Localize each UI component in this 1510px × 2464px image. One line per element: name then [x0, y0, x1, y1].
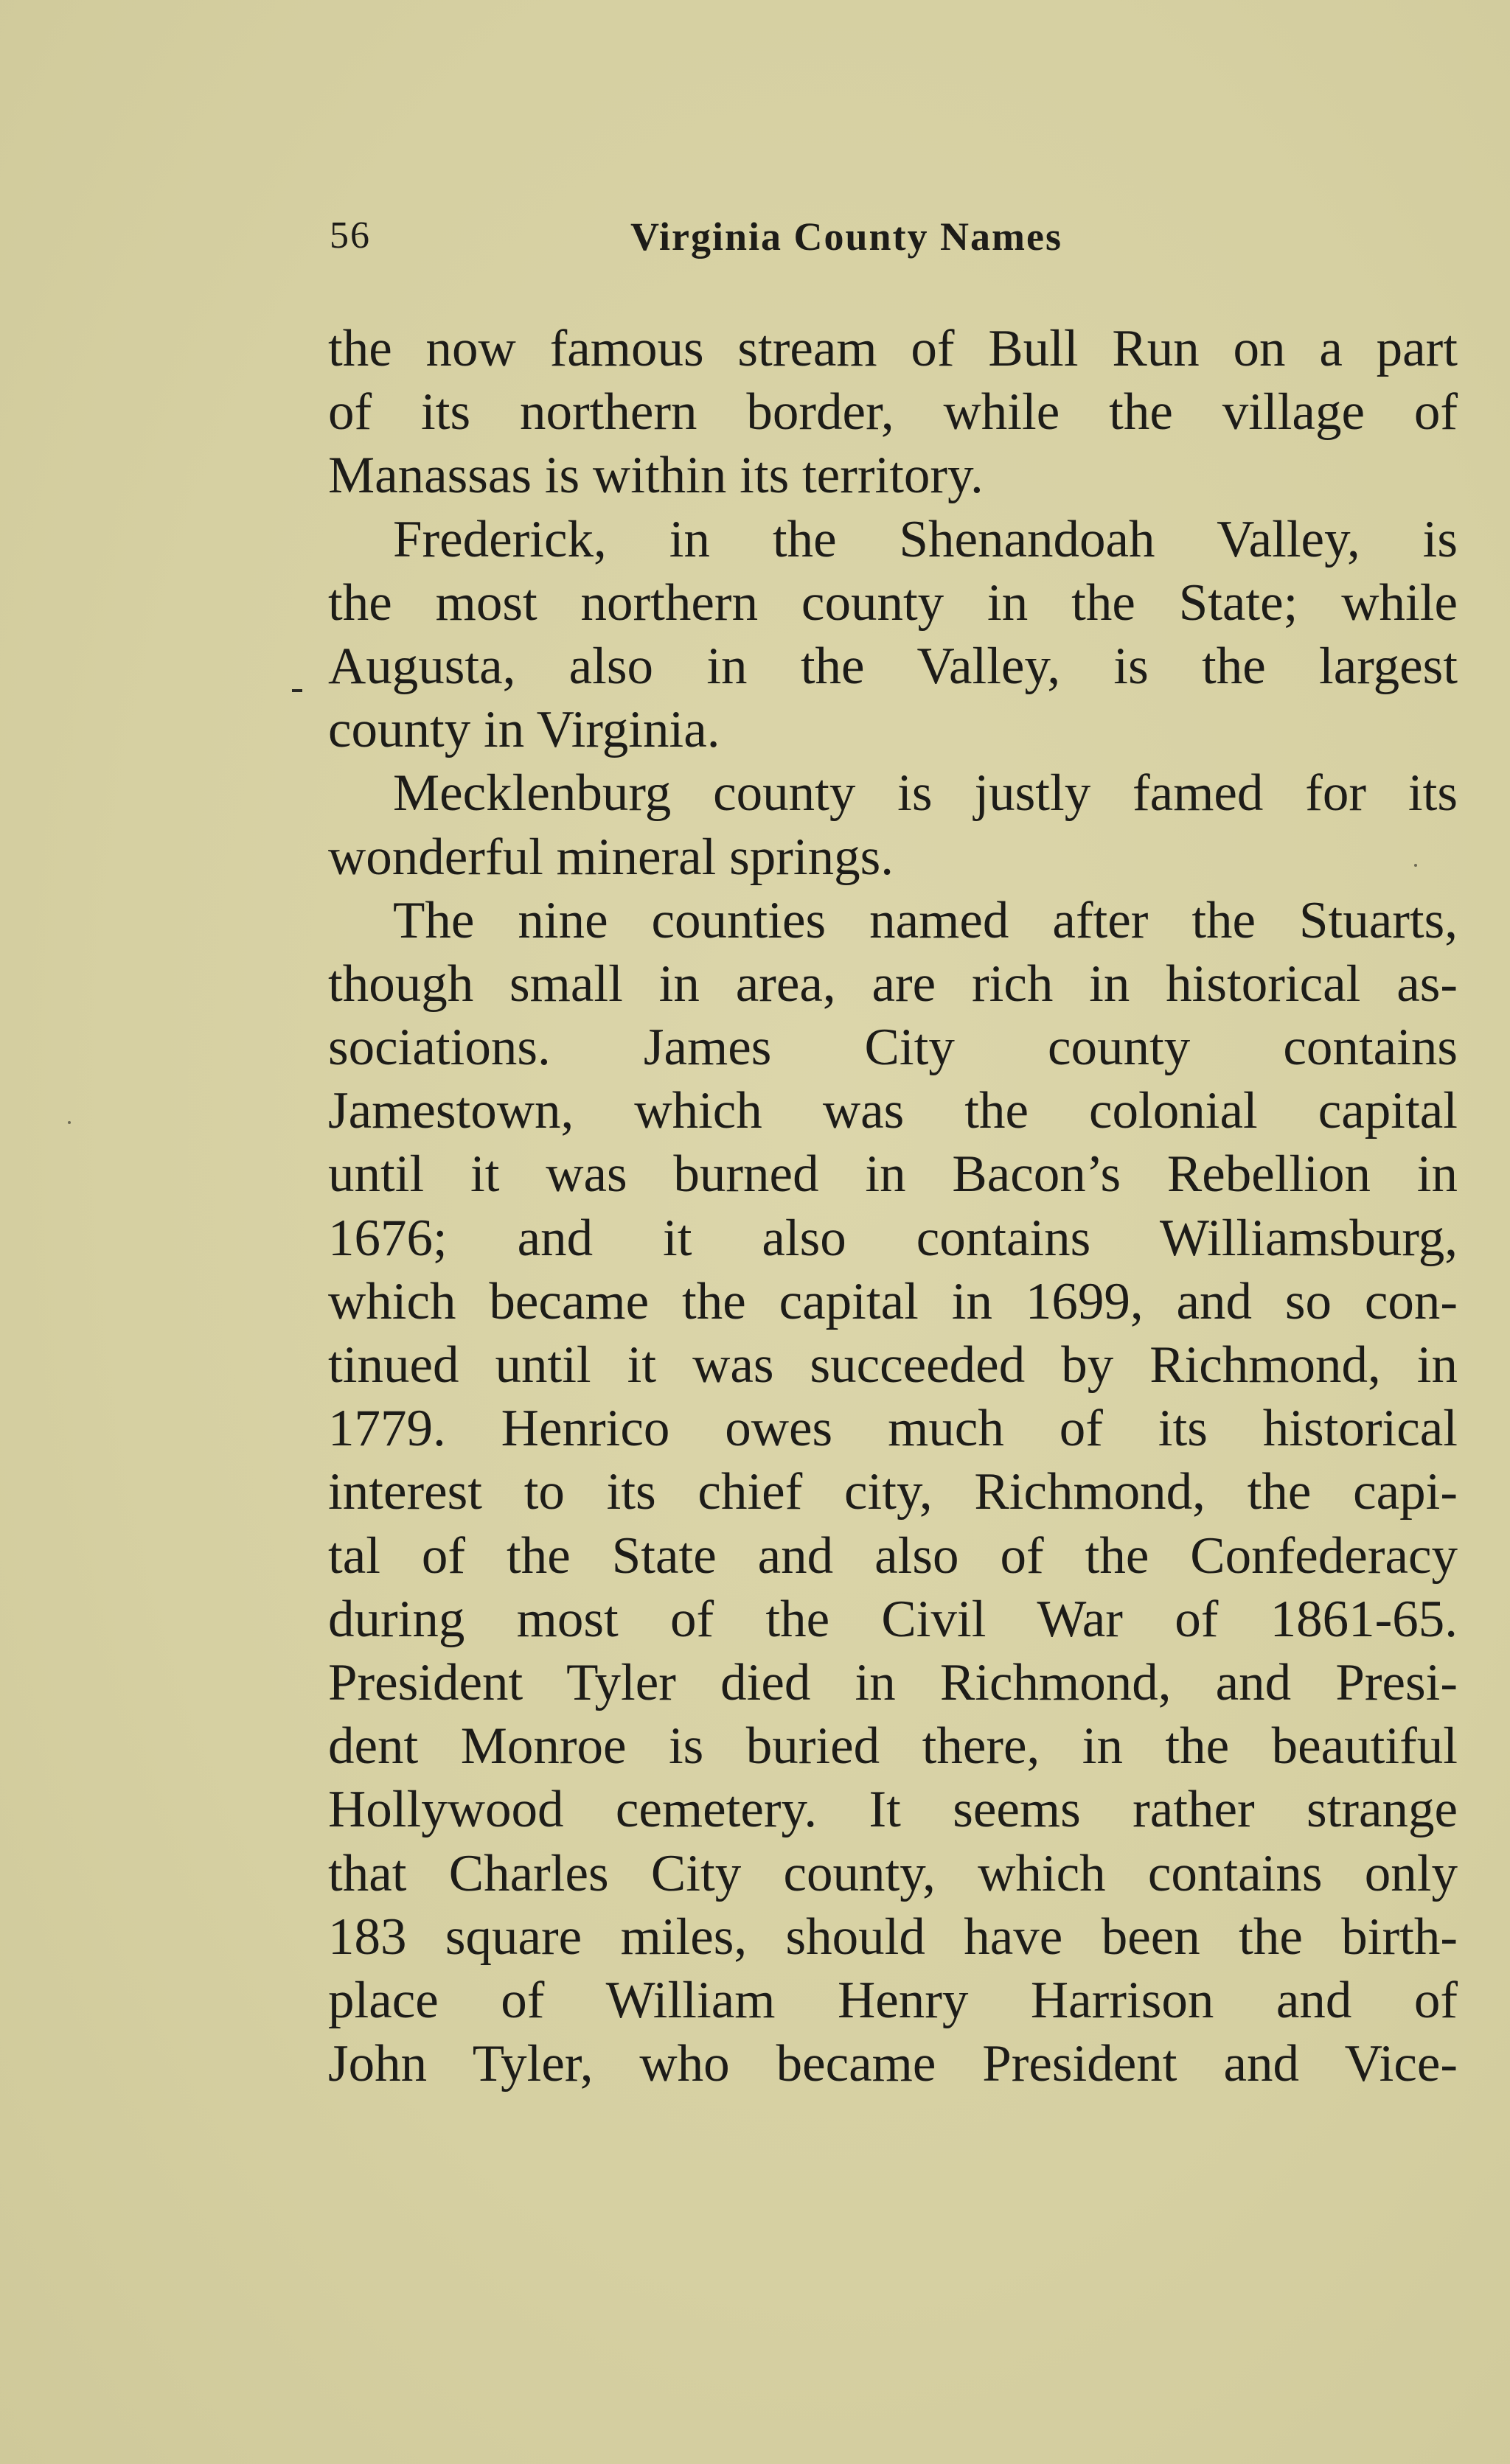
text-line: the most northern county in the State; while	[328, 573, 1458, 632]
running-title: Virginia County Names	[630, 214, 1063, 259]
body-text	[328, 317, 1458, 2095]
running-header	[330, 214, 1152, 265]
page-number: 56	[330, 214, 371, 256]
text-line: 1779. Henrico owes much of its historical	[328, 1400, 1458, 1458]
text-line: place of William Henry Harrison and of	[328, 1971, 1458, 2029]
text-line: The nine counties named after the Stuarts,	[393, 891, 1458, 949]
text-line: 183 square miles, should have been the birth-	[328, 1908, 1458, 1966]
text-line: which became the capital in 1699, and so con-	[328, 1272, 1458, 1330]
text-line: tal of the State and also of the Confederacy	[328, 1526, 1458, 1585]
text-line: Mecklenburg county is justly famed for its	[393, 764, 1458, 823]
text-line: tinued until it was succeeded by Richmond, in	[328, 1336, 1458, 1394]
text-line: Manassas is within its territory.	[328, 447, 984, 505]
text-line: wonderful mineral springs.	[328, 828, 894, 886]
text-line: Hollywood cemetery. It seems rather strange	[328, 1781, 1458, 1839]
text-line: county in Virginia.	[328, 701, 720, 759]
text-line: Frederick, in the Shenandoah Valley, is	[393, 510, 1458, 568]
text-line: John Tyler, who became President and Vice-	[328, 2035, 1458, 2093]
text-line: Jamestown, which was the colonial capital	[328, 1082, 1458, 1140]
text-line: of its northern border, while the village of	[328, 383, 1458, 442]
text-line: Augusta, also in the Valley, is the largest	[328, 637, 1458, 695]
text-line: until it was burned in Bacon’s Rebellion in	[328, 1145, 1458, 1204]
text-line: that Charles City county, which contains only	[328, 1844, 1458, 1902]
page-speck	[68, 1121, 71, 1124]
text-line: sociations. James City county contains	[328, 1019, 1458, 1077]
text-line: though small in area, are rich in historical as-	[328, 954, 1458, 1013]
margin-mark	[292, 689, 302, 692]
text-line: dent Monroe is buried there, in the beautiful	[328, 1717, 1458, 1776]
text-line: interest to its chief city, Richmond, the capi-	[328, 1463, 1458, 1521]
text-line: 1676; and it also contains Williamsburg,	[328, 1209, 1458, 1267]
text-line: President Tyler died in Richmond, and Presi-	[328, 1653, 1458, 1711]
text-line: during most of the Civil War of 1861-65.	[328, 1590, 1458, 1648]
text-line: the now famous stream of Bull Run on a part	[328, 320, 1458, 377]
